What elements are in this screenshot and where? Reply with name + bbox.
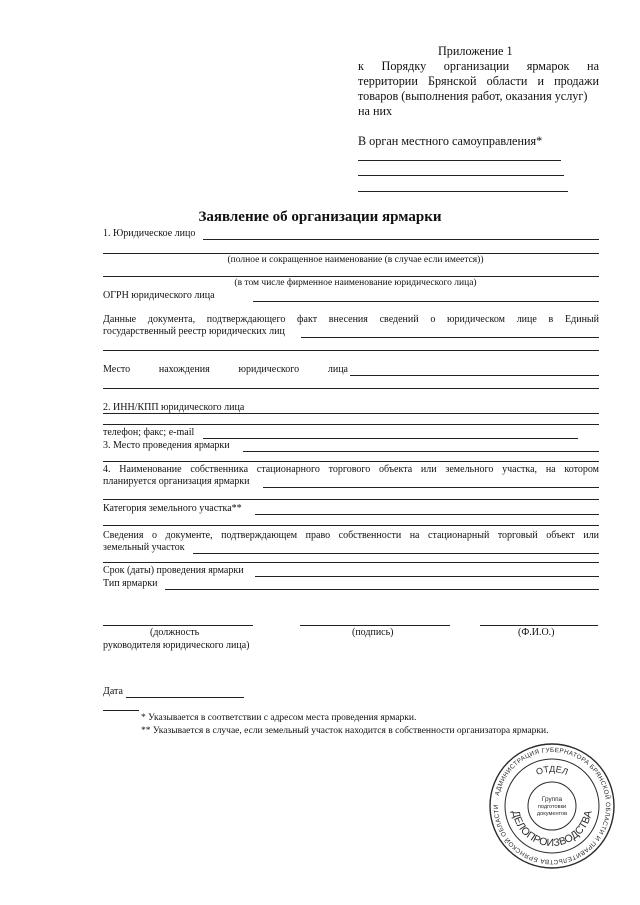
land-category-field[interactable] — [255, 514, 599, 515]
appendix-line-1: к Порядку организации ярмарок на — [358, 59, 599, 73]
right-doc-label-line-1: Сведения о документе, подтверждающем право собственности на стационарный торговый объект или — [103, 530, 599, 541]
fair-type-field[interactable] — [165, 589, 599, 590]
land-category-label: Категория земельного участка** — [103, 503, 242, 514]
addressee-line-2[interactable] — [358, 175, 564, 176]
brand-name-hint: (в том числе фирменное наименование юридического лица) — [234, 278, 477, 288]
registry-field-2[interactable] — [103, 350, 599, 351]
appendix-line-3: товаров (выполнения работ, оказания услуг) — [358, 89, 588, 103]
name-label: (Ф.И.О.) — [518, 627, 555, 638]
legal-entity-label: 1. Юридическое лицо — [103, 228, 196, 239]
signature-field[interactable] — [300, 625, 450, 626]
appendix-line-4: на них — [358, 104, 393, 118]
fair-place-field-2[interactable] — [103, 461, 599, 462]
registry-label-line-2: государственный реестр юридических лиц — [103, 326, 285, 337]
location-field[interactable] — [350, 375, 599, 376]
stamp-center-line-1: Группа — [541, 796, 563, 803]
fair-dates-label: Срок (даты) проведения ярмарки — [103, 565, 244, 576]
location-field-2[interactable] — [103, 388, 599, 389]
full-name-hint: (полное и сокращенное наименование (в случае если имеется)) — [227, 255, 484, 265]
location-label: Место нахождения юридического лица — [103, 364, 348, 375]
date-field[interactable] — [126, 697, 244, 698]
fair-place-label: 3. Место проведения ярмарки — [103, 440, 230, 451]
appendix-line-2: территории Брянской области и продажи — [358, 74, 599, 88]
footnote-separator — [103, 710, 139, 711]
appendix-title: Приложение 1 — [438, 44, 513, 58]
fair-type-label: Тип ярмарки — [103, 578, 158, 589]
owner-field[interactable] — [263, 487, 599, 488]
right-doc-field[interactable] — [193, 553, 599, 554]
position-field[interactable] — [103, 625, 253, 626]
date-label: Дата — [103, 686, 123, 697]
inn-field[interactable] — [103, 424, 599, 425]
right-doc-label-line-2: земельный участок — [103, 542, 185, 553]
stamp-center-line-2: подготовки — [537, 804, 567, 810]
name-field[interactable] — [480, 625, 598, 626]
addressee-line-3[interactable] — [358, 191, 568, 192]
ogrn-field[interactable] — [253, 301, 599, 302]
right-doc-field-2[interactable] — [103, 562, 599, 563]
footnote-2: ** Указывается в случае, если земельный участок находится в собственности организатора ярмарки. — [141, 726, 549, 736]
position-label: (должность — [150, 627, 200, 638]
legal-entity-field[interactable] — [203, 239, 599, 240]
footnote-1: * Указывается в соответствии с адресом места проведения ярмарки. — [141, 713, 417, 723]
stamp-center-line-3: документов — [536, 811, 568, 817]
inn-underline — [103, 413, 599, 414]
position-label-cont: руководителя юридического лица) — [103, 640, 250, 651]
land-category-field-2[interactable] — [103, 525, 599, 526]
fair-place-field[interactable] — [243, 451, 599, 452]
contacts-label: телефон; факс; e-mail — [103, 427, 195, 438]
registry-field[interactable] — [301, 337, 599, 338]
stamp-bottom-text: ДЕЛОПРОИЗВОДСТВА — [509, 809, 595, 850]
owner-label-line-1: 4. Наименование собственника стационарного торгового объекта или земельного участка, на котором — [103, 464, 599, 475]
owner-field-2[interactable] — [103, 499, 599, 500]
document-title: Заявление об организации ярмарки — [198, 209, 442, 225]
registry-label-line-1: Данные документа, подтверждающего факт внесения сведений о юридическом лице в Единый — [103, 314, 599, 325]
contacts-field[interactable] — [203, 438, 578, 439]
office-stamp — [488, 742, 616, 870]
inn-label: 2. ИНН/КПП юридического лица — [103, 402, 245, 413]
signature-label: (подпись) — [352, 627, 394, 638]
addressee-line-1[interactable] — [358, 160, 561, 161]
fair-dates-field[interactable] — [255, 576, 599, 577]
owner-label-line-2: планируется организация ярмарки — [103, 476, 250, 487]
stamp-top-text: ОТДЕЛ — [534, 763, 570, 778]
stamp-outer-text: АДМИНИСТРАЦИЯ ГУБЕРНАТОРА БРЯНСКОЙ ОБЛАСТИ И ПРАВИТЕЛЬСТВА БРЯНСКОЙ ОБЛАСТИ — [492, 746, 612, 866]
ogrn-label: ОГРН юридического лица — [103, 290, 215, 301]
addressee: В орган местного самоуправления* — [358, 134, 543, 148]
